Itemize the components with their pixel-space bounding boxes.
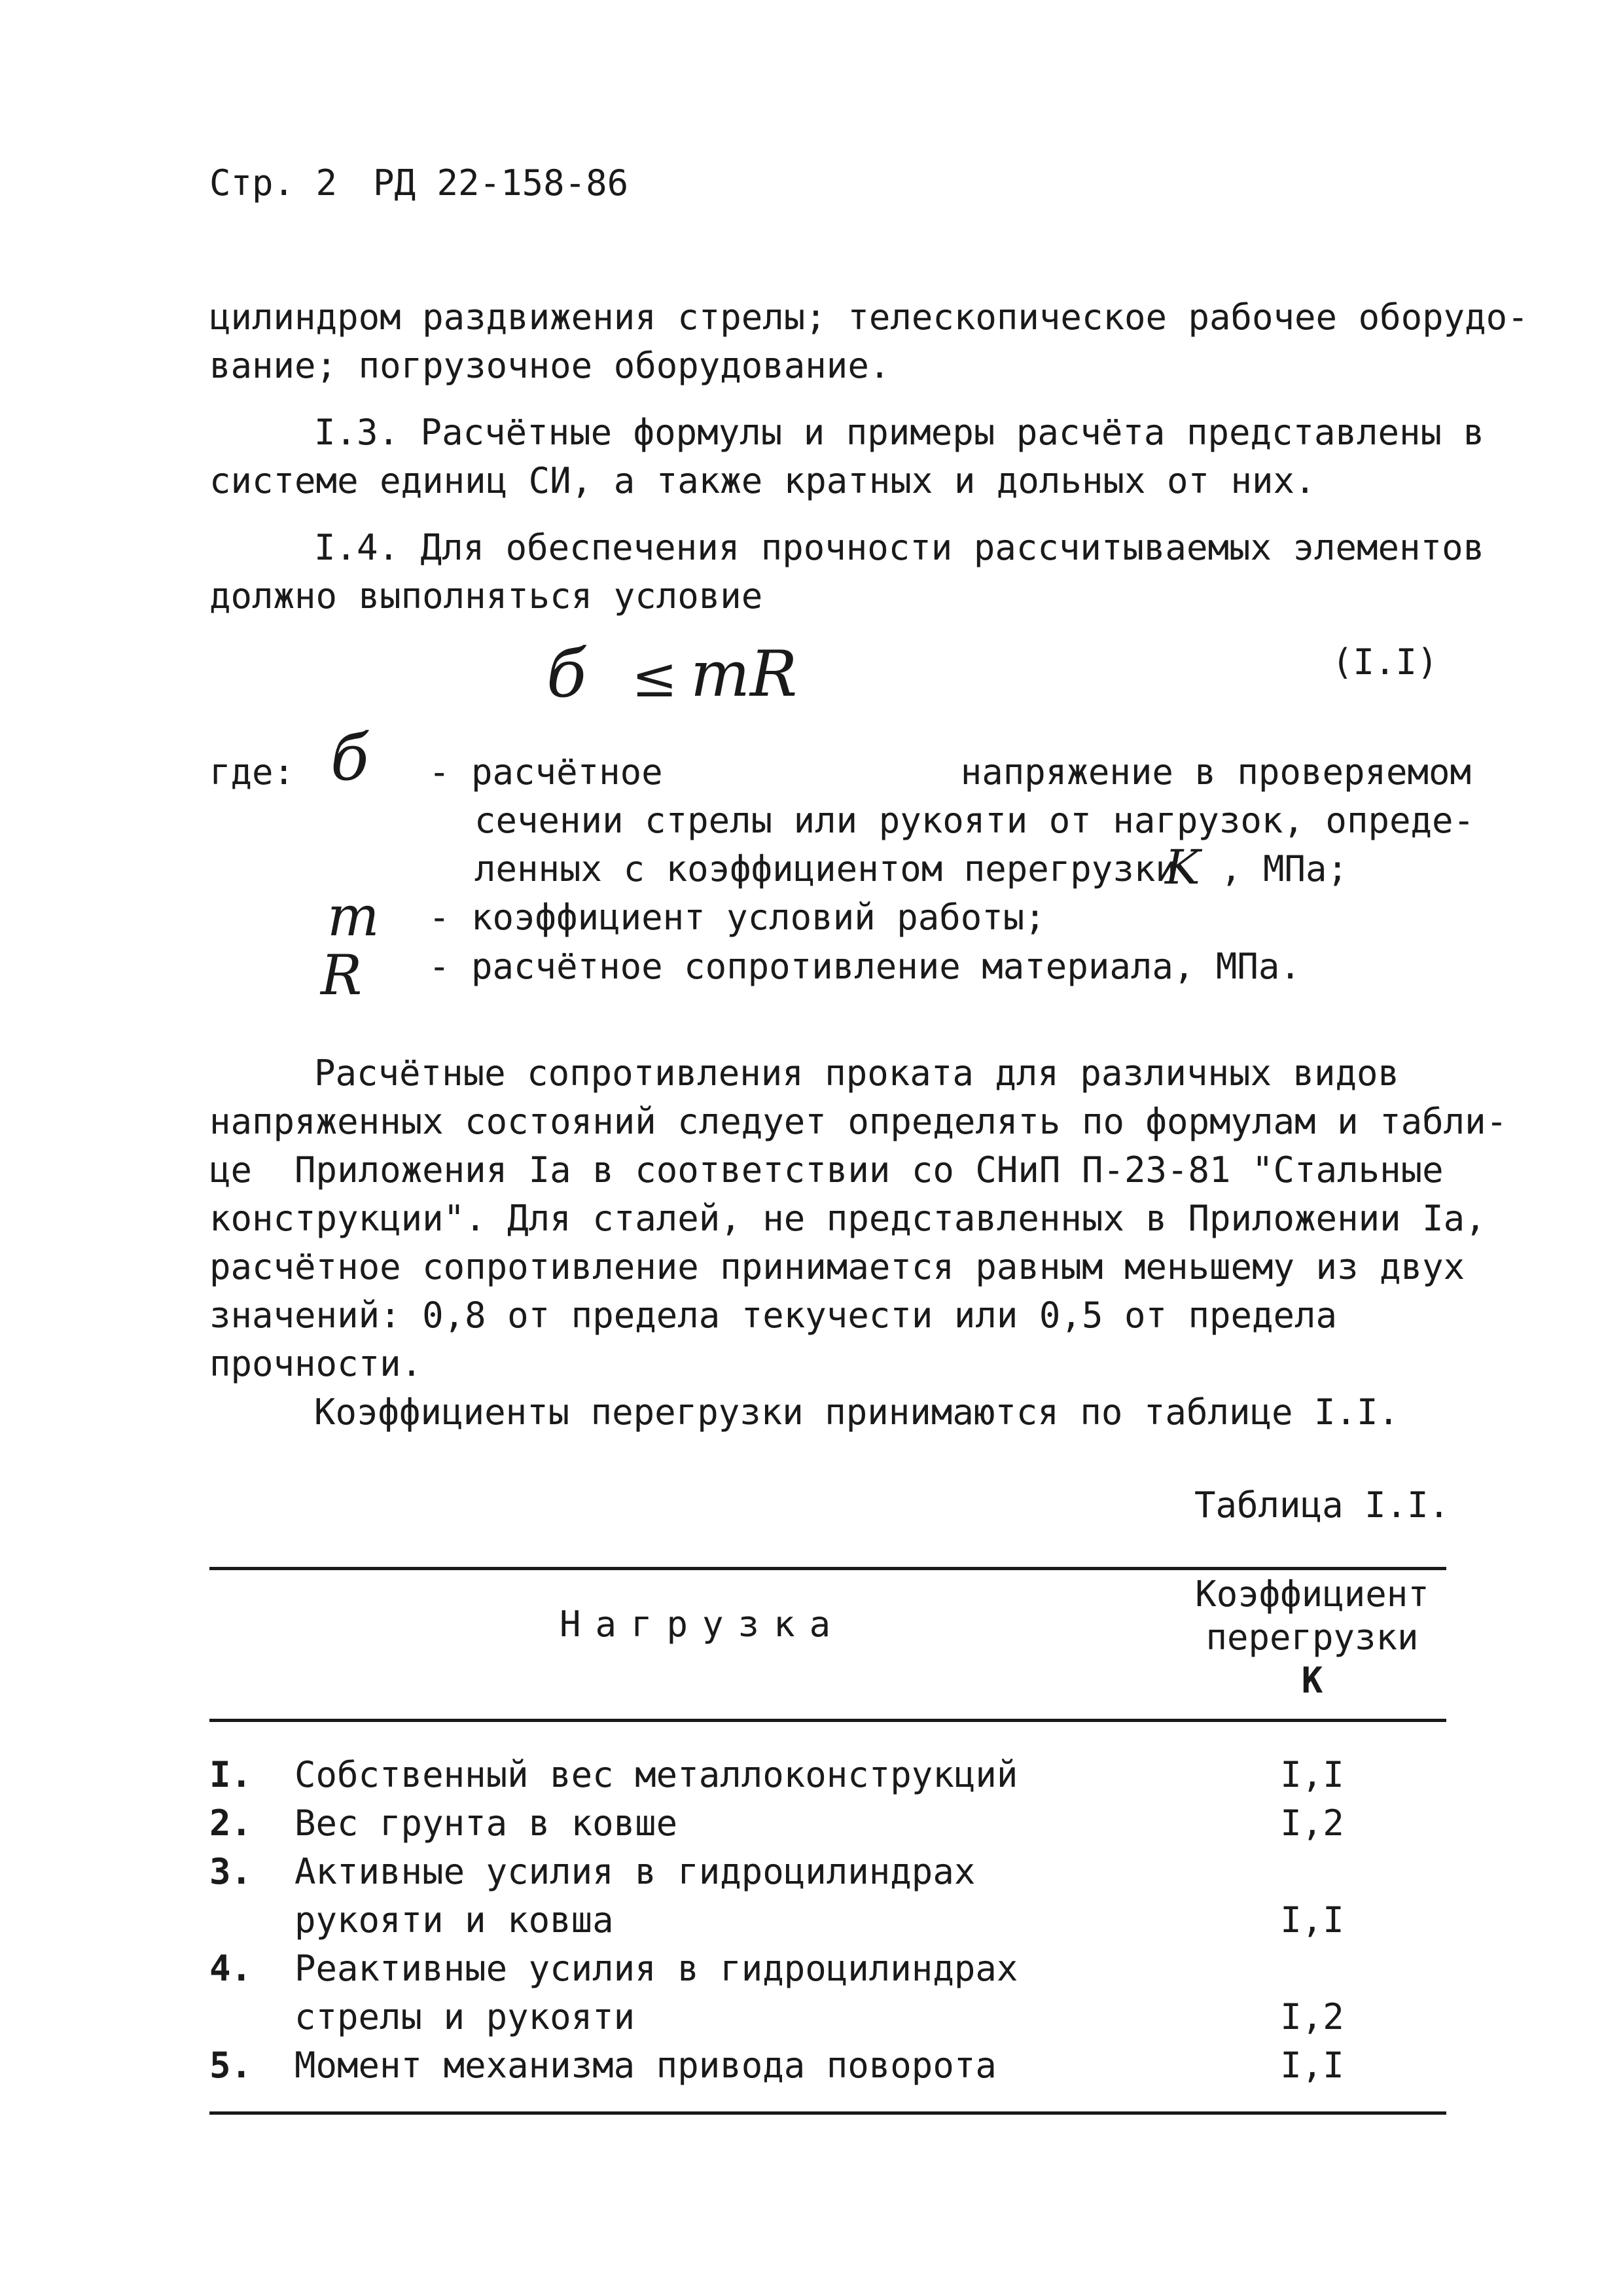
- formula-less-equal: ≤: [632, 645, 678, 709]
- table-row-load: Момент механизма привода поворота: [294, 2045, 997, 2086]
- r-symbol: R: [321, 943, 363, 1007]
- table-row-load: Вес грунта в ковше: [294, 1803, 678, 1844]
- sigma-symbol: б: [330, 721, 369, 795]
- table-row-load: Собственный вес металлоконструкций: [294, 1754, 1018, 1795]
- text-line: конструкции". Для сталей, не представленных в Приложении Iа,: [209, 1198, 1486, 1239]
- text-line: расчётное сопротивление принимается равным меньшему из двух: [209, 1246, 1465, 1287]
- table-row-value: I,2: [1280, 1996, 1344, 2037]
- table-row-value: I,2: [1280, 1803, 1344, 1844]
- table-row-load-cont: стрелы и рукояти: [294, 1996, 635, 2037]
- k-symbol: K: [1165, 840, 1200, 895]
- table-row-number: I.: [209, 1754, 253, 1795]
- text-line: Расчётные сопротивления проката для различных видов: [314, 1052, 1400, 1094]
- m-definition: - коэффициент условий работы;: [429, 897, 1046, 938]
- sigma-definition-line: ленных с коэффициентом перегрузки: [474, 848, 1177, 889]
- table-row-load-cont: рукояти и ковша: [294, 1899, 614, 1941]
- table-bottom-rule: [209, 2111, 1446, 2115]
- text-line: напряженных состояний следует определять по формулам и табли-: [209, 1101, 1508, 1142]
- table-header-coef-line: Коэффициент: [1195, 1573, 1429, 1615]
- formula-mr: mR: [690, 637, 798, 711]
- text-line: це Приложения Iа в соответствии со СНиП П-23-81 "Стальные: [209, 1149, 1444, 1191]
- table-top-rule: [209, 1567, 1446, 1570]
- table-row-load: Реактивные усилия в гидроцилиндрах: [294, 1948, 1018, 1989]
- table-header-coef-line: перегрузки: [1205, 1617, 1419, 1658]
- document-code: РД 22-158-86: [373, 162, 629, 204]
- table-row-value: I,I: [1280, 1899, 1344, 1941]
- page-number: Стр. 2: [209, 162, 338, 204]
- where-label: где:: [209, 751, 295, 793]
- text-line: Коэффициенты перегрузки принимаются по таблице I.I.: [314, 1391, 1400, 1433]
- table-header-coef-symbol: К: [1301, 1660, 1323, 1701]
- text-line: значений: 0,8 от предела текучести или 0,5 от предела: [209, 1295, 1338, 1336]
- r-definition: - расчётное сопротивление материала, МПа.: [429, 946, 1301, 987]
- table-row-value: I,I: [1280, 1754, 1344, 1795]
- clause-1-3-line: I.3. Расчётные формулы и примеры расчёта представлены в: [314, 412, 1485, 453]
- clause-1-3-line: системе единиц СИ, а также кратных и дольных от них.: [209, 460, 1316, 501]
- m-symbol: m: [327, 884, 380, 948]
- table-header-load: Нагрузка: [560, 1604, 846, 1645]
- paragraph-line: цилиндром раздвижения стрелы; телескопическое рабочее оборудо-: [209, 296, 1529, 338]
- table-row-number: 5.: [209, 2045, 253, 2086]
- table-row-number: 2.: [209, 1803, 253, 1844]
- sigma-definition-line: - расчётное напряжение в проверяемом: [429, 751, 1472, 793]
- table-caption: Таблица I.I.: [1194, 1484, 1450, 1526]
- table-header-rule: [209, 1719, 1446, 1722]
- clause-1-4-line: должно выполняться условие: [209, 575, 763, 617]
- sigma-definition-line: , МПа;: [1221, 848, 1349, 889]
- sigma-definition-line: сечении стрелы или рукояти от нагрузок, опреде-: [474, 800, 1475, 841]
- table-row-load: Активные усилия в гидроцилиндрах: [294, 1851, 976, 1892]
- table-row-number: 4.: [209, 1948, 253, 1989]
- table-row-value: I,I: [1280, 2045, 1344, 2086]
- formula-sigma: б: [546, 636, 587, 712]
- clause-1-4-line: I.4. Для обеспечения прочности рассчитываемых элементов: [314, 527, 1485, 568]
- text-line: прочности.: [209, 1343, 423, 1384]
- formula-number: (I.I): [1332, 641, 1438, 683]
- table-row-number: 3.: [209, 1851, 253, 1892]
- paragraph-line: вание; погрузочное оборудование.: [209, 345, 891, 386]
